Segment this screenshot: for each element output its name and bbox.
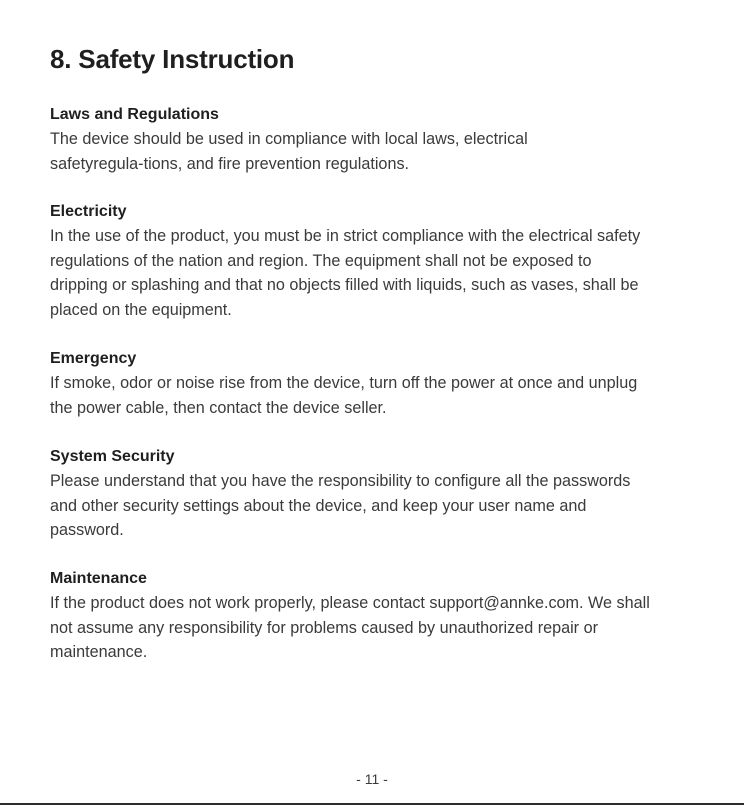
page-title: 8. Safety Instruction <box>50 44 295 74</box>
section-system-security <box>50 445 710 543</box>
body-line: In the use of the product, you must be in strict compliance with the electrical safety <box>50 227 641 245</box>
body-line: and other security settings about the device, and keep your user name and <box>50 496 587 515</box>
body-line: password. <box>50 521 124 539</box>
body-line: safetyregula-tions, and fire prevention regulations. <box>50 154 410 173</box>
body-line: If the product does not work properly, please contact support@annke.com. We shall <box>50 594 650 612</box>
section-electricity <box>50 200 710 322</box>
section-heading: System Security <box>50 448 175 465</box>
section-heading: Emergency <box>50 350 137 367</box>
body-line: If smoke, odor or noise rise from the device, turn off the power at once and unplug <box>50 374 638 392</box>
section-emergency <box>50 347 710 420</box>
body-line: dripping or splashing and that no objects filled with liquids, such as vases, shall be <box>50 276 639 294</box>
page-number: - 11 - <box>356 771 388 787</box>
body-line: The device should be used in compliance with local laws, electrical <box>50 130 528 148</box>
section-heading: Maintenance <box>50 570 147 587</box>
body-line: Please understand that you have the responsibility to configure all the passwords <box>50 472 631 490</box>
body-line: regulations of the nation and region. The equipment shall not be exposed to <box>50 251 592 270</box>
body-line: maintenance. <box>50 643 148 661</box>
section-heading: Electricity <box>50 203 127 220</box>
section-laws-and-regulations <box>50 103 710 176</box>
body-line: placed on the equipment. <box>50 300 232 319</box>
section-maintenance <box>50 567 710 665</box>
body-line: the power cable, then contact the device seller. <box>50 398 387 417</box>
bottom-divider <box>0 803 744 805</box>
body-line: not assume any responsibility for problems caused by unauthorized repair or <box>50 618 598 637</box>
section-heading: Laws and Regulations <box>50 106 219 123</box>
